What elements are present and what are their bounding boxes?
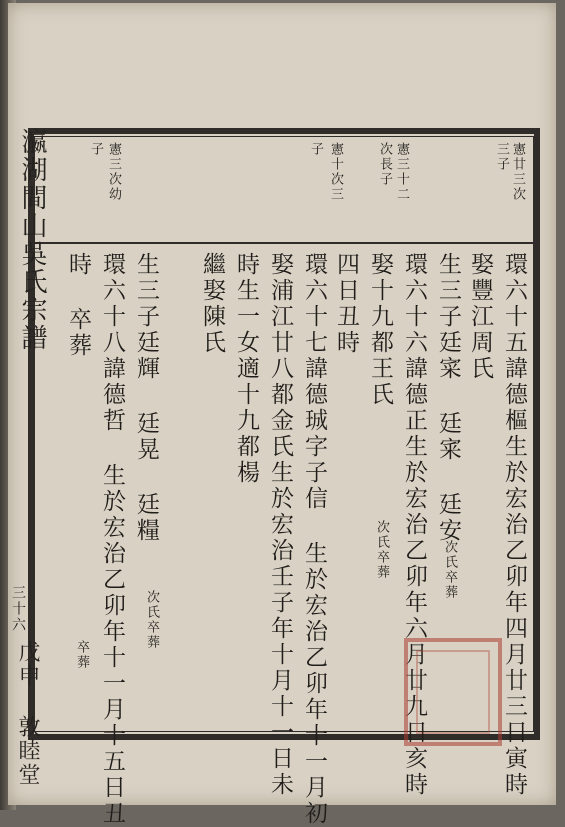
upper-note-3b: 子: [308, 142, 323, 157]
margin-title: 瀛湖間山吳氏宗譜: [17, 128, 47, 352]
entry-column-2: 娶豐江周氏: [467, 252, 493, 382]
entry-column-1: 環六十五諱德樞生於宏治乙卯年四月廿三日寅時: [501, 252, 527, 798]
red-seal-stamp: [404, 638, 502, 746]
entry-column-10: 繼娶陳氏: [199, 252, 225, 356]
entry-column-11: 生三子廷輝 廷晃 廷糧: [133, 252, 159, 544]
inline-note-3: 卒葬: [74, 640, 89, 670]
entry-column-6: 四日丑時: [333, 252, 359, 356]
upper-note-4: 憲三次幼: [106, 142, 121, 202]
upper-note-1b: 三子: [494, 142, 509, 172]
entry-column-3: 生三子廷寀 廷宷 廷安: [435, 252, 461, 544]
header-divider: [34, 242, 534, 244]
entry-column-12: 環六十八諱德哲 生於宏治乙卯年十一月十五日丑: [99, 252, 125, 827]
upper-note-4b: 子: [88, 142, 103, 157]
upper-note-2: 憲三十二: [394, 142, 409, 202]
entry-column-13: 時 卒葬: [65, 252, 91, 359]
page-number: 三十六: [10, 585, 26, 633]
entry-column-8: 娶浦江廿八都金氏生於宏治壬子年十月十一日未: [267, 252, 293, 798]
entry-column-9: 時生一女適十九都楊: [233, 252, 259, 486]
entry-column-5: 娶十九都王氏: [367, 252, 393, 408]
entry-column-4: 環六十六諱德正生於宏治乙卯年六月廿九日亥時: [401, 252, 427, 798]
inline-note-1: 次氏卒葬: [442, 540, 457, 600]
upper-note-3: 憲十次三: [328, 142, 343, 202]
upper-note-2b: 次長子: [377, 142, 392, 187]
margin-bottom: 戊申 敦睦堂: [15, 640, 40, 787]
upper-note-1: 憲廿三次: [510, 142, 525, 202]
inline-note-2: 次氏卒葬: [374, 520, 389, 580]
entry-column-7: 環六十七諱德珹字子信 生於宏治乙卯年十一月初: [301, 252, 327, 827]
inline-note-4: 次氏卒葬: [144, 590, 159, 650]
